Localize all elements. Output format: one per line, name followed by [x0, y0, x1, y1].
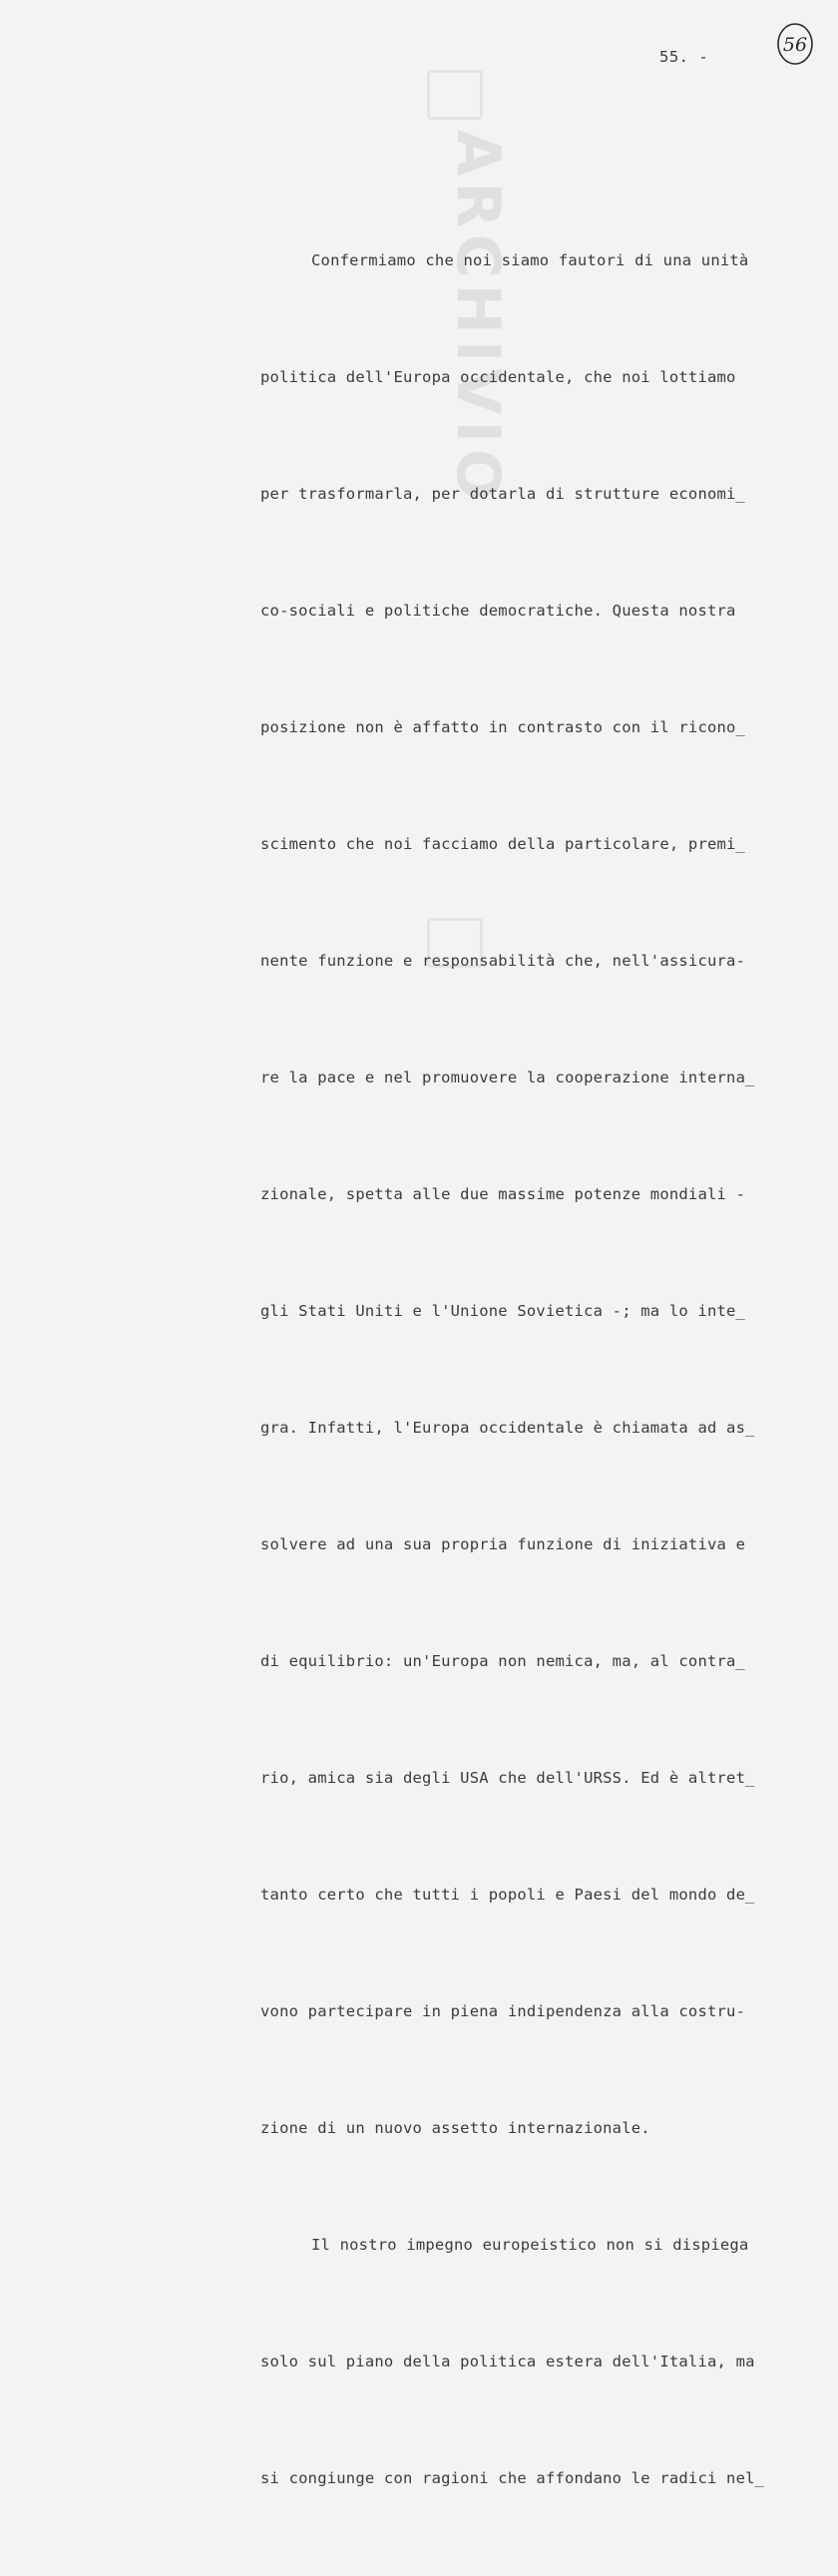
text-line: zione di un nuovo assetto internazionale. — [260, 2119, 650, 2137]
watermark-logo-icon — [427, 70, 483, 120]
text-line: scimento che noi facciamo della particolare, premi̲ — [260, 835, 745, 853]
text-line: Il nostro impegno europeistico non si dispiega — [311, 2236, 749, 2254]
text-line: vono partecipare in piena indipendenza alla costru- — [260, 2002, 746, 2020]
text-line: solo sul piano della politica estera dell'Italia, ma — [260, 2353, 755, 2370]
text-line: posizione non è affatto in contrasto con il ricono̲ — [260, 718, 745, 736]
text-line: di equilibrio: un'Europa non nemica, ma, al contra̲ — [260, 1652, 745, 1670]
body-text — [260, 164, 799, 2576]
handwritten-page-stamp — [776, 22, 814, 66]
text-line: politica dell'Europa occidentale, che noi lottiamo — [260, 368, 736, 386]
text-line: co-sociali e politiche democratiche. Questa nostra — [260, 602, 736, 620]
text-line: gli Stati Uniti e l'Unione Sovietica -; ma lo inte̲ — [260, 1302, 745, 1320]
text-line: re la pace e nel promuovere la cooperazione interna̲ — [260, 1069, 755, 1086]
text-line: zionale, spetta alle due massime potenze mondiali - — [260, 1185, 746, 1203]
text-line: per trasformarla, per dotarla di strutture economi̲ — [260, 485, 745, 503]
watermark-text: ARCHIVIO — [443, 130, 513, 506]
text-line: rio, amica sia degli USA che dell'URSS. Ed è altret̲ — [260, 1769, 755, 1787]
text-line: Confermiamo che noi siamo fautori di una unità — [311, 251, 749, 269]
text-line: nente funzione e responsabilità che, nell'assicura- — [260, 952, 746, 970]
text-line: solvere ad una sua propria funzione di iniziativa e — [260, 1535, 746, 1553]
text-line: si congiunge con ragioni che affondano le radici nel̲ — [260, 2469, 764, 2487]
text-line: gra. Infatti, l'Europa occidentale è chiamata ad as̲ — [260, 1419, 755, 1437]
page-number: 55. - — [659, 48, 709, 66]
stamp-number: 56 — [782, 34, 808, 56]
text-line: tanto certo che tutti i popoli e Paesi del mondo de̲ — [260, 1886, 755, 1904]
